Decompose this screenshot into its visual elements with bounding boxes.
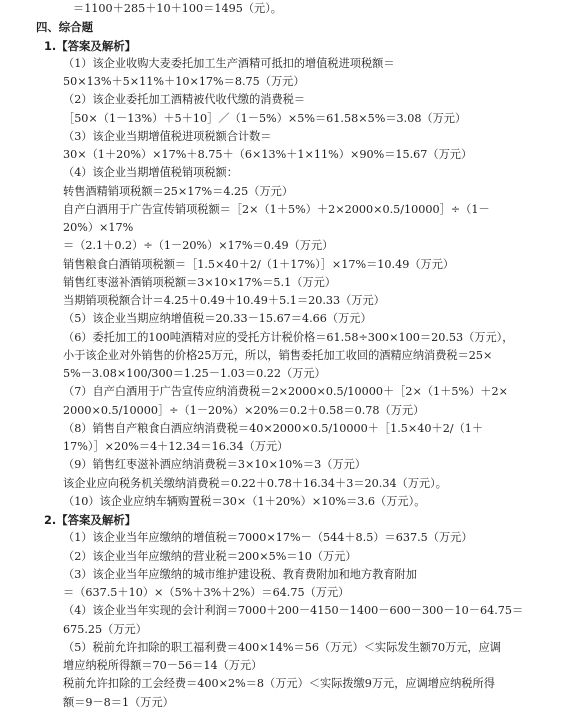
text-line: 2000×0.5/10000］÷（1－20%）×20%＝0.2＋0.58＝0.78（万元） [63,403,425,417]
text-line: 675.25（万元） [63,622,147,636]
text-line: （5）该企业当期应纳增值税＝20.33－15.67＝4.66（万元） [63,312,372,326]
text-line: 税前允许扣除的工会经费＝400×2%＝8（万元）＜实际拨缴9万元，应调增应纳税所得 [63,677,495,691]
text-line: （7）自产白酒用于广告宣传应纳消费税＝2×2000×0.5/10000＋［2×（1＋5%）＋2× [63,385,508,399]
text-line: 增应纳税所得额＝70－56＝14（万元） [63,659,263,673]
text-line: 当期销项税额合计＝4.25＋0.49＋10.49＋5.1＝20.33（万元） [63,294,385,308]
text-line: ［50×（1－13%）＋5＋10］／（1－5%）×5%＝61.58×5%＝3.08（万元） [63,111,467,125]
text-line: 30×（1＋20%）×17%＋8.75＋（6×13%＋1×11%）×90%＝15.67（万元） [63,148,473,162]
text-line: 该企业应向税务机关缴纳消费税＝0.22＋0.78＋16.34＋3＝20.34（万元）。 [63,476,447,490]
text-line: （4）该企业当年实现的会计利润＝7000＋200－4150－1400－600－300－10－64.75＝ [63,604,524,618]
text-line: （10）该企业应纳车辆购置税＝30×（1＋20%）×10%＝3.6（万元）。 [63,494,426,508]
text-line: ＝1100＋285＋10＋100＝1495（元）。 [73,2,282,15]
text-line: 小于该企业对外销售的价格25万元，所以，销售委托加工收回的酒精应纳消费税＝25× [63,348,493,362]
text-line: ＝（637.5＋10）×（5%＋3%＋2%）＝64.75（万元） [63,586,350,600]
text-line: 额＝9－8＝1（万元） [63,695,174,709]
text-line: 20%）×17% [63,221,134,235]
text-line: 销售红枣滋补酒销项税额＝3×10×17%＝5.1（万元） [63,275,336,289]
section-heading: 四、综合题 [36,20,93,35]
text-line: （2）该企业委托加工酒精被代收代缴的消费税＝ [63,93,306,107]
text-line: ＝（2.1＋0.2）÷（1－20%）×17%＝0.49（万元） [63,239,334,253]
answer-heading: 2.【答案及解析】 [44,513,136,528]
text-line: 转售酒精销项税额＝25×17%＝4.25（万元） [63,184,294,198]
text-line: （6）委托加工的100吨酒精对应的受托方计税价格＝61.58÷300×100＝20.53（万元）， [63,330,514,344]
text-line: （5）税前允许扣除的职工福利费＝400×14%＝56（万元）＜实际发生额70万元，应调 [63,640,501,654]
text-line: 17%）］×20%＝4＋12.34＝16.34（万元） [63,440,289,454]
text-line: （4）该企业当期增值税销项税额： [63,166,238,180]
text-line: （1）该企业当年应缴纳的增值税＝7000×17%－（544＋8.5）＝637.5（万元） [63,531,473,545]
text-line: （8）销售自产粮食白酒应纳消费税＝40×2000×0.5/10000＋［1.5×40＋2/（1＋ [63,421,484,435]
text-line: 销售粮食白酒销项税额＝［1.5×40＋2/（1＋17%）］×17%＝10.49（万元） [63,257,455,271]
text-line: 自产白酒用于广告宣传销项税额＝［2×（1＋5%）＋2×2000×0.5/10000］÷（1－ [63,202,490,216]
text-line: 50×13%＋5×11%＋10×17%＝8.75（万元） [63,75,305,89]
text-line: （3）该企业当期增值税进项税额合计数＝ [63,129,272,143]
text-line: （9）销售红枣滋补酒应纳消费税＝3×10×10%＝3（万元） [63,458,366,472]
text-line: （1）该企业收购大麦委托加工生产酒精可抵扣的增值税进项税额＝ [63,56,395,70]
text-line: （3）该企业当年应缴纳的城市维护建设税、教育费附加和地方教育附加 [63,567,417,581]
answer-heading: 1.【答案及解析】 [44,38,136,53]
text-line: 5%－3.08×100/300＝1.25－1.03＝0.22（万元） [63,367,326,381]
text-line: （2）该企业当年应缴纳的营业税＝200×5%＝10（万元） [63,549,357,563]
